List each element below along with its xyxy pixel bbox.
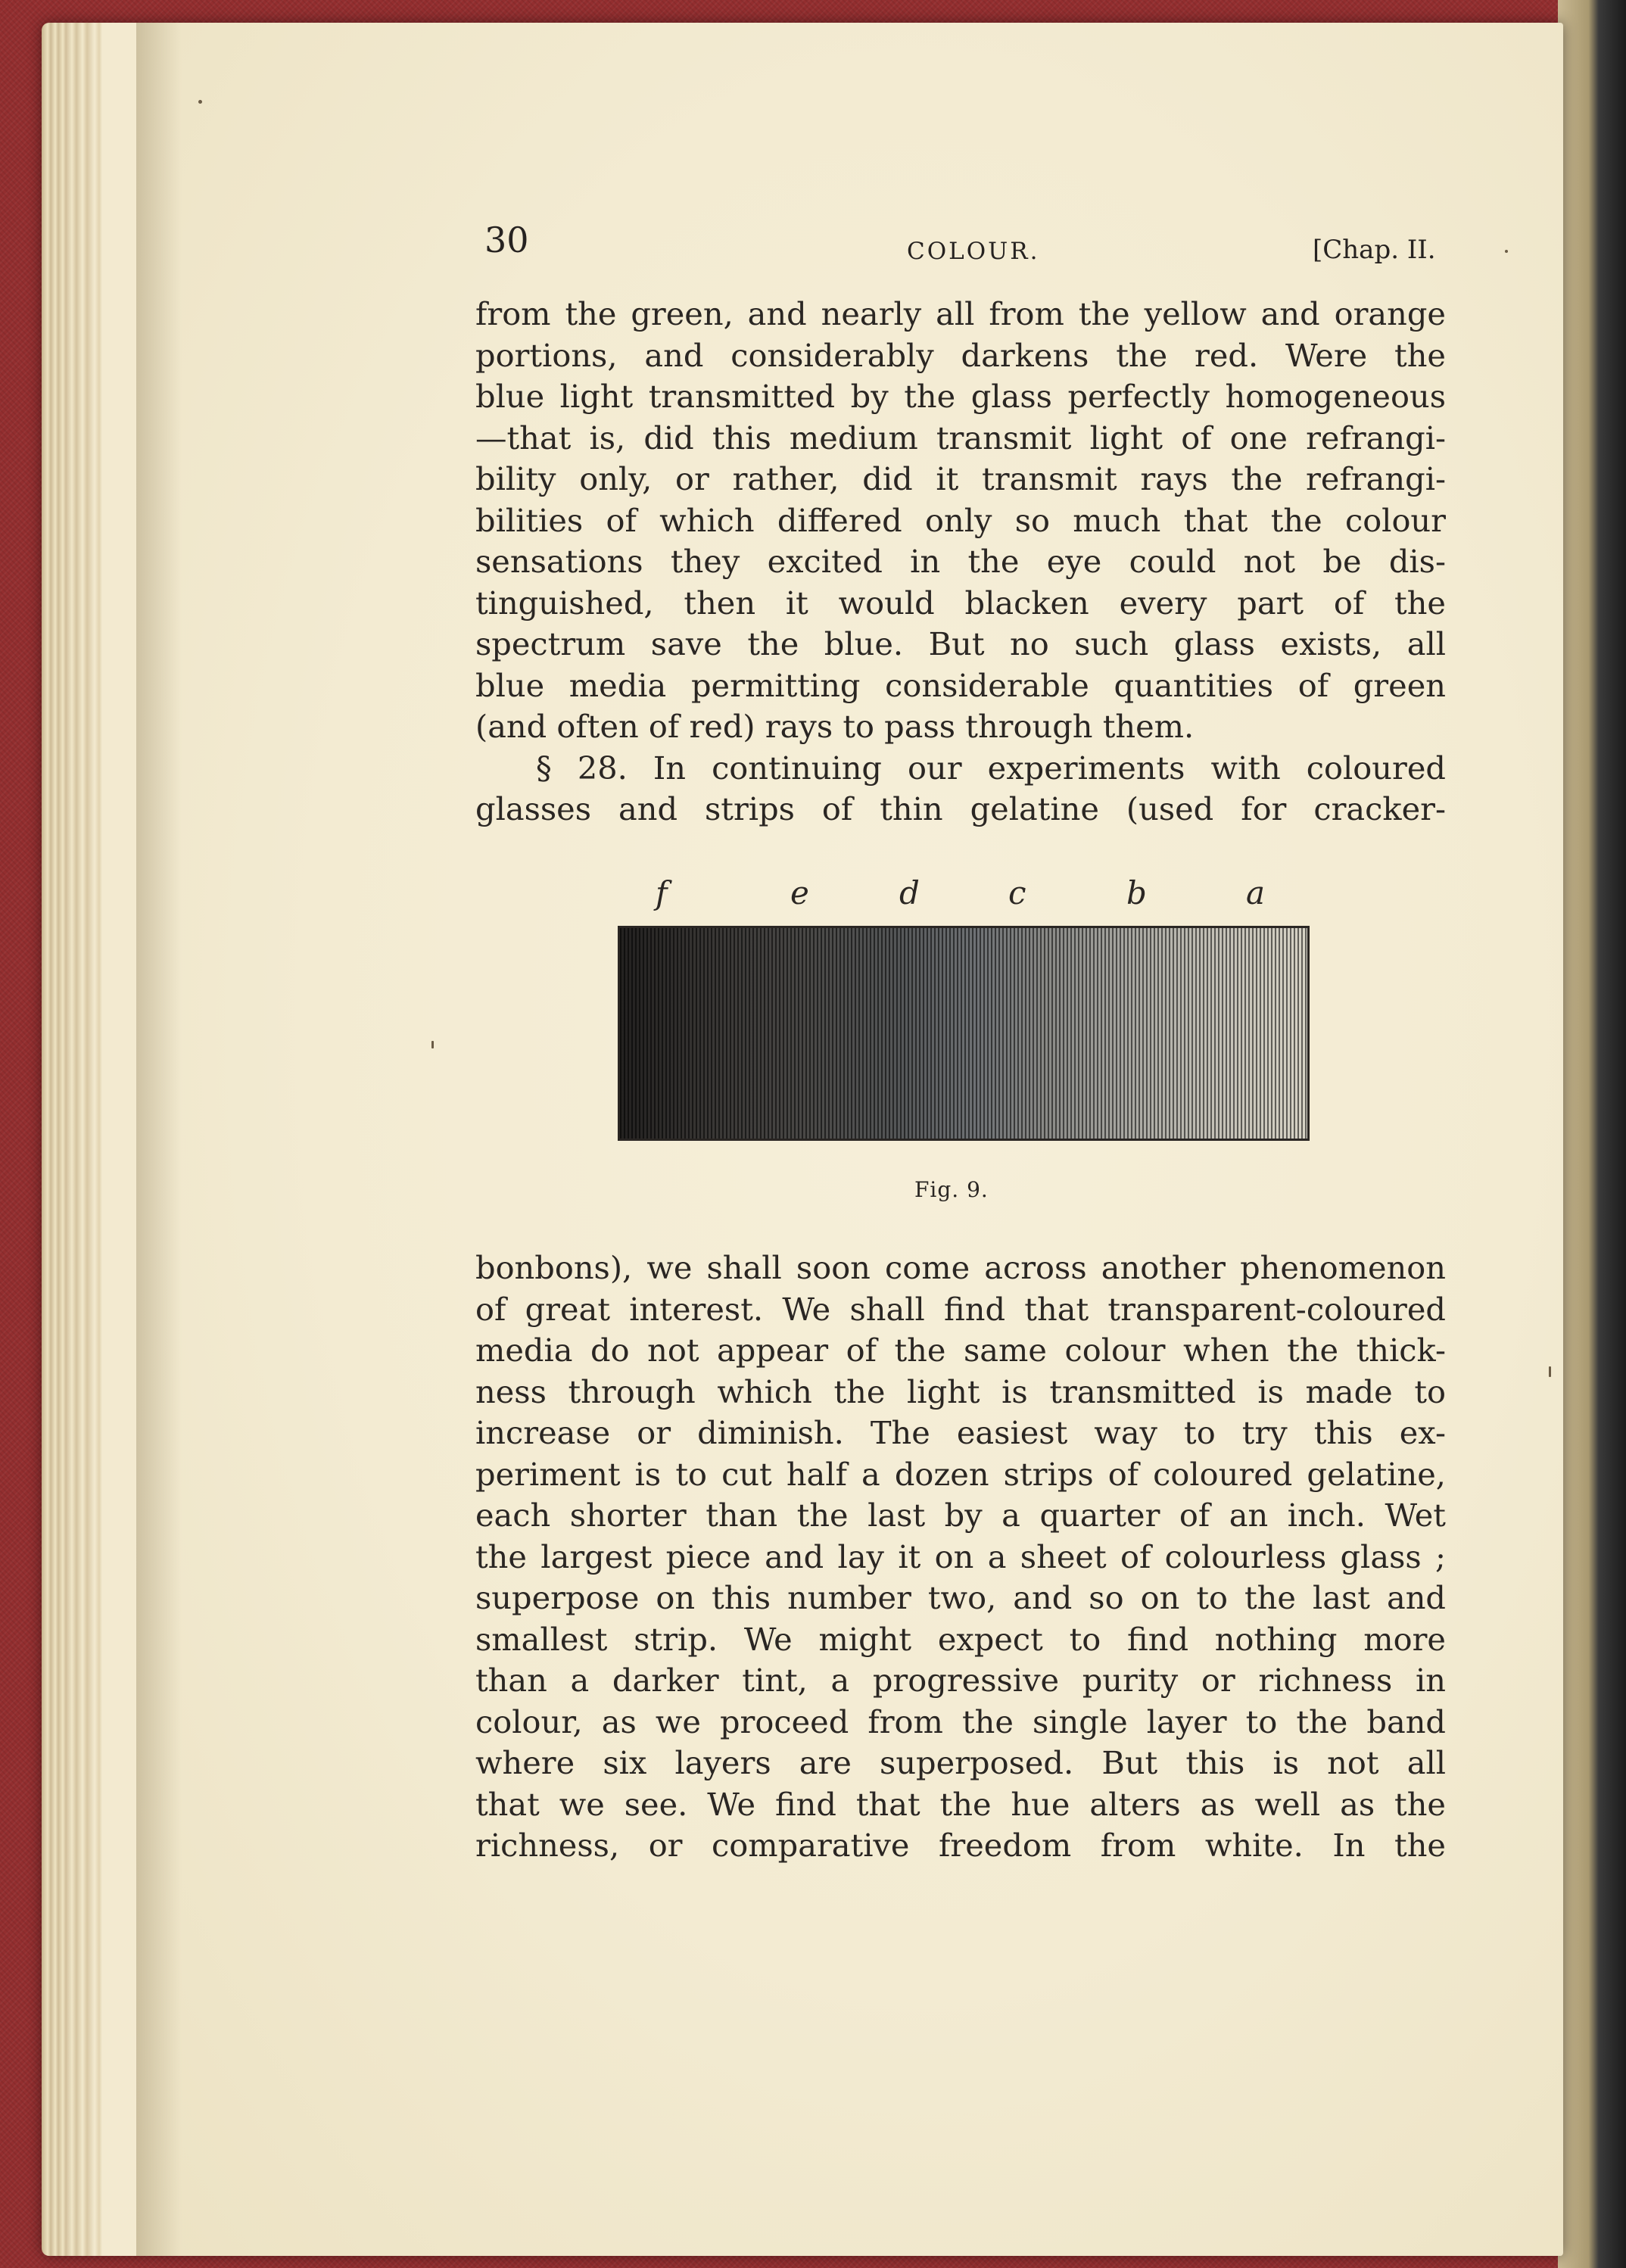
paper-speck <box>198 100 202 104</box>
spectrum-letter-d: d <box>899 874 920 911</box>
text-line: blue media permitting considerable quantities of green <box>475 666 1446 704</box>
text-line: glasses and strips of thin gelatine (used for cracker- <box>475 790 1446 827</box>
running-head <box>484 220 1469 273</box>
text-line: each shorter than the last by a quarter of an inch. Wet <box>475 1497 1446 1534</box>
text-line: bonbons), we shall soon come across another phenomenon <box>475 1249 1446 1286</box>
figure-9 <box>615 874 1313 1202</box>
text-line: periment is to cut half a dozen strips of coloured gelatine, <box>475 1455 1446 1493</box>
page-number: 30 <box>484 220 529 260</box>
text-line: of great interest. We shall find that transparent-coloured <box>475 1290 1446 1328</box>
paragraph-end-line: (and often of red) rays to pass through them. <box>475 708 1195 745</box>
text-line: blue light transmitted by the glass perfectly homogeneous <box>475 378 1446 415</box>
text-line: increase or diminish. The easiest way to try this ex- <box>475 1414 1446 1451</box>
text-line: richness, or comparative freedom from white. In the <box>475 1827 1446 1864</box>
text-line: media do not appear of the same colour when the thick- <box>475 1332 1446 1369</box>
text-line: superpose on this number two, and so on to the last and <box>475 1579 1446 1616</box>
chapter-reference: [Chap. II. <box>1313 235 1436 265</box>
text-line: tinguished, then it would blacken every part of the <box>475 584 1446 622</box>
spectrum-letter-b: b <box>1126 874 1147 911</box>
spectrum-letter-f: f <box>656 874 668 911</box>
text-line: that we see. We find that the hue alters as well as the <box>475 1785 1446 1823</box>
text-line: smallest strip. We might expect to find nothing more <box>475 1620 1446 1658</box>
spectrum-engraving <box>618 926 1310 1141</box>
paper-speck <box>1505 250 1508 253</box>
text-line: the largest piece and lay it on a sheet of colourless glass ; <box>475 1537 1446 1575</box>
text-line: colour, as we proceed from the single layer to the band <box>475 1703 1446 1740</box>
text-line: from the green, and nearly all from the yellow and orange <box>475 295 1446 332</box>
spectrum-letter-a: a <box>1246 874 1266 911</box>
text-line: portions, and considerably darkens the red. Were the <box>475 336 1446 374</box>
body-text-bottom <box>475 1248 1446 1867</box>
text-line: —that is, did this medium transmit light of one refrangi- <box>475 419 1446 456</box>
figure-caption: Fig. 9. <box>914 1177 989 1202</box>
text-line: sensations they excited in the eye could not be dis- <box>475 543 1446 580</box>
gutter-shadow <box>136 23 182 2256</box>
text-line: where six layers are superposed. But this is not all <box>475 1744 1446 1781</box>
text-line: than a darker tint, a progressive purity or richness in <box>475 1662 1446 1699</box>
spectrum-letter-c: c <box>1008 874 1026 911</box>
text-line: spectrum save the blue. But no such glass exists, all <box>475 625 1446 662</box>
body-text-top <box>475 294 1446 830</box>
running-title: COLOUR. <box>907 238 1040 265</box>
text-line: bilities of which differed only so much that the colour <box>475 501 1446 539</box>
paper-speck <box>431 1041 434 1048</box>
facing-page-edge <box>1558 0 1626 2268</box>
text-line: bility only, or rather, did it transmit rays the refrangi- <box>475 460 1446 497</box>
section-28-start: § 28. In continuing our experiments with coloured <box>536 749 1446 787</box>
paper-speck <box>1549 1366 1551 1377</box>
spectrum-letter-e: e <box>790 874 809 911</box>
text-line: ness through which the light is transmitted is made to <box>475 1372 1446 1410</box>
spectrum-letters <box>615 874 1313 923</box>
